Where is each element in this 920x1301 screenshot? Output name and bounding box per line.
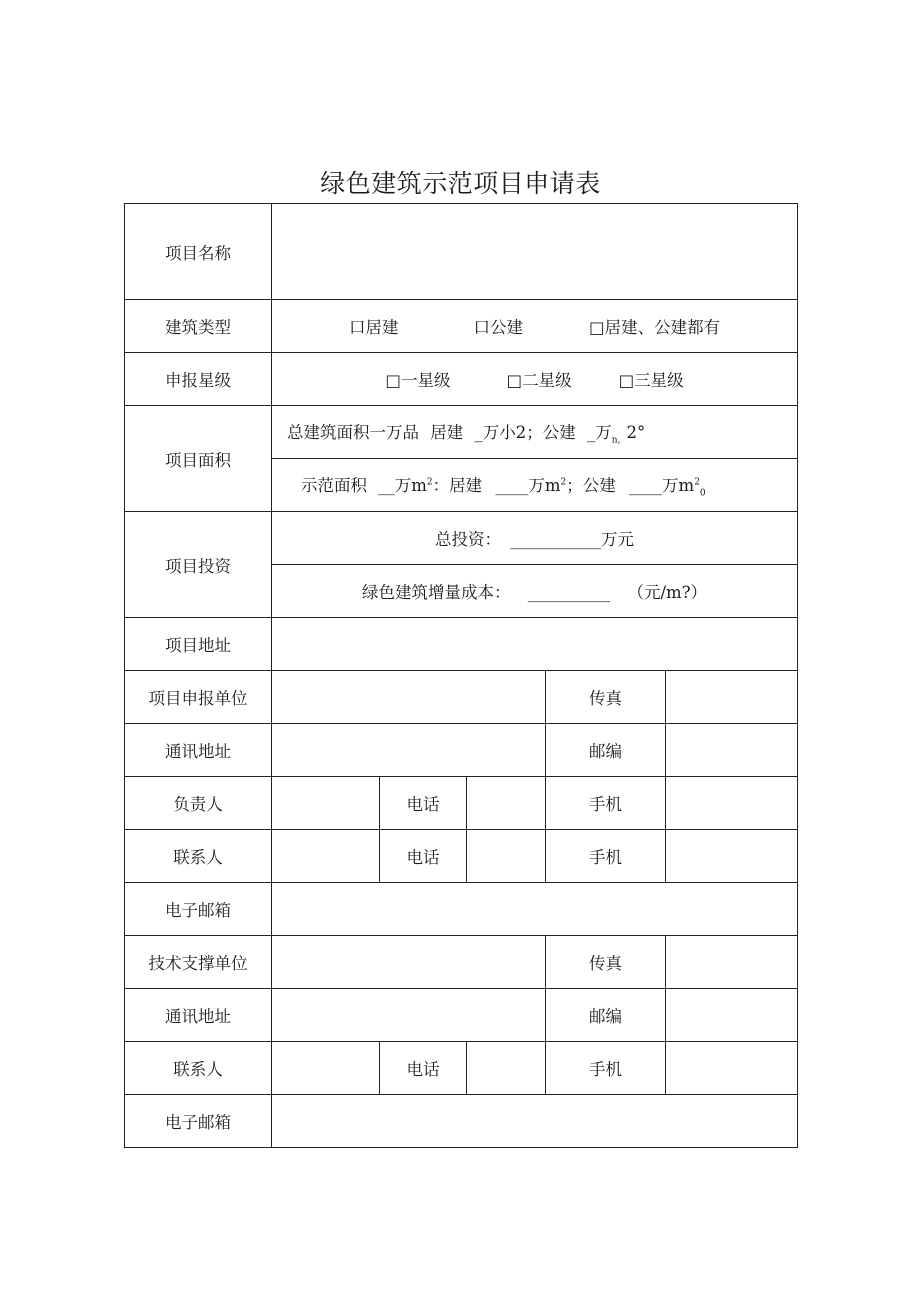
tech-fax-field[interactable] (666, 936, 798, 989)
tech-address-label: 通讯地址 (125, 989, 272, 1042)
two-star-checkbox[interactable]: □二星级 (506, 371, 572, 390)
area-label: 项目面积 (125, 406, 272, 512)
star-level-label: 申报星级 (125, 353, 272, 406)
project-address-field[interactable] (272, 618, 798, 671)
contact-person-label: 联系人 (125, 830, 272, 883)
investment-label: 项目投资 (125, 512, 272, 618)
tech-postcode-field[interactable] (666, 989, 798, 1042)
three-star-checkbox[interactable]: □三星级 (618, 371, 684, 390)
contact-person-field[interactable] (272, 830, 380, 883)
tech-fax-label: 传真 (546, 936, 666, 989)
tech-unit-field[interactable] (272, 936, 546, 989)
total-investment-field[interactable]: 总投资： ___________万元 (272, 512, 798, 565)
building-type-label: 建筑类型 (125, 300, 272, 353)
building-type-both-checkbox[interactable]: □居建、公建都有 (588, 318, 721, 337)
responsible-person-label: 负责人 (125, 777, 272, 830)
responsible-mobile-field[interactable] (666, 777, 798, 830)
email-label: 电子邮箱 (125, 883, 272, 936)
responsible-phone-label: 电话 (380, 777, 467, 830)
total-area-field[interactable]: 总建筑面积一万品 居建 _万小2；公建 _万$_{n,}$2° (272, 406, 798, 459)
contact-phone-field[interactable] (467, 830, 546, 883)
tech-address-field[interactable] (272, 989, 546, 1042)
responsible-mobile-label: 手机 (546, 777, 666, 830)
star-level-options (272, 353, 798, 406)
demo-area-text: 示范面积 (301, 475, 367, 495)
email-field[interactable] (272, 883, 798, 936)
application-form-table (124, 203, 798, 1148)
applicant-postcode-label: 邮编 (546, 724, 666, 777)
contact-phone-label: 电话 (380, 830, 467, 883)
project-name-field[interactable] (272, 204, 798, 300)
tech-contact-field[interactable] (272, 1042, 380, 1095)
contact-mobile-label: 手机 (546, 830, 666, 883)
incremental-cost-field[interactable]: 绿色建筑增量成本： __________ （元/m?） (272, 565, 798, 618)
tech-contact-label: 联系人 (125, 1042, 272, 1095)
applicant-fax-label: 传真 (546, 671, 666, 724)
building-type-residential-checkbox[interactable]: 口居建 (348, 318, 399, 337)
contact-mobile-field[interactable] (666, 830, 798, 883)
tech-phone-field[interactable] (467, 1042, 546, 1095)
tech-email-field[interactable] (272, 1095, 798, 1148)
form-title: 绿色建筑示范项目申请表 (320, 169, 601, 198)
responsible-phone-field[interactable] (467, 777, 546, 830)
one-star-checkbox[interactable]: □一星级 (385, 371, 451, 390)
total-area-text: 总建筑面积一万品 (287, 422, 419, 442)
applicant-address-field[interactable] (272, 724, 546, 777)
building-type-options (272, 300, 798, 353)
applicant-unit-field[interactable] (272, 671, 546, 724)
applicant-address-label: 通讯地址 (125, 724, 272, 777)
tech-phone-label: 电话 (380, 1042, 467, 1095)
applicant-unit-label: 项目申报单位 (125, 671, 272, 724)
building-type-public-checkbox[interactable]: 口公建 (473, 318, 523, 337)
applicant-postcode-field[interactable] (666, 724, 798, 777)
tech-unit-label: 技术支撑单位 (125, 936, 272, 989)
tech-mobile-field[interactable] (666, 1042, 798, 1095)
tech-email-label: 电子邮箱 (125, 1095, 272, 1148)
project-name-label: 项目名称 (125, 204, 272, 300)
demo-area-field[interactable]: 示范面积 __万$m^2$：居建 ____万$m^2$；公建 ____万$m^2_0$ (272, 459, 798, 512)
tech-mobile-label: 手机 (546, 1042, 666, 1095)
responsible-person-field[interactable] (272, 777, 380, 830)
project-address-label: 项目地址 (125, 618, 272, 671)
applicant-fax-field[interactable] (666, 671, 798, 724)
tech-postcode-label: 邮编 (546, 989, 666, 1042)
